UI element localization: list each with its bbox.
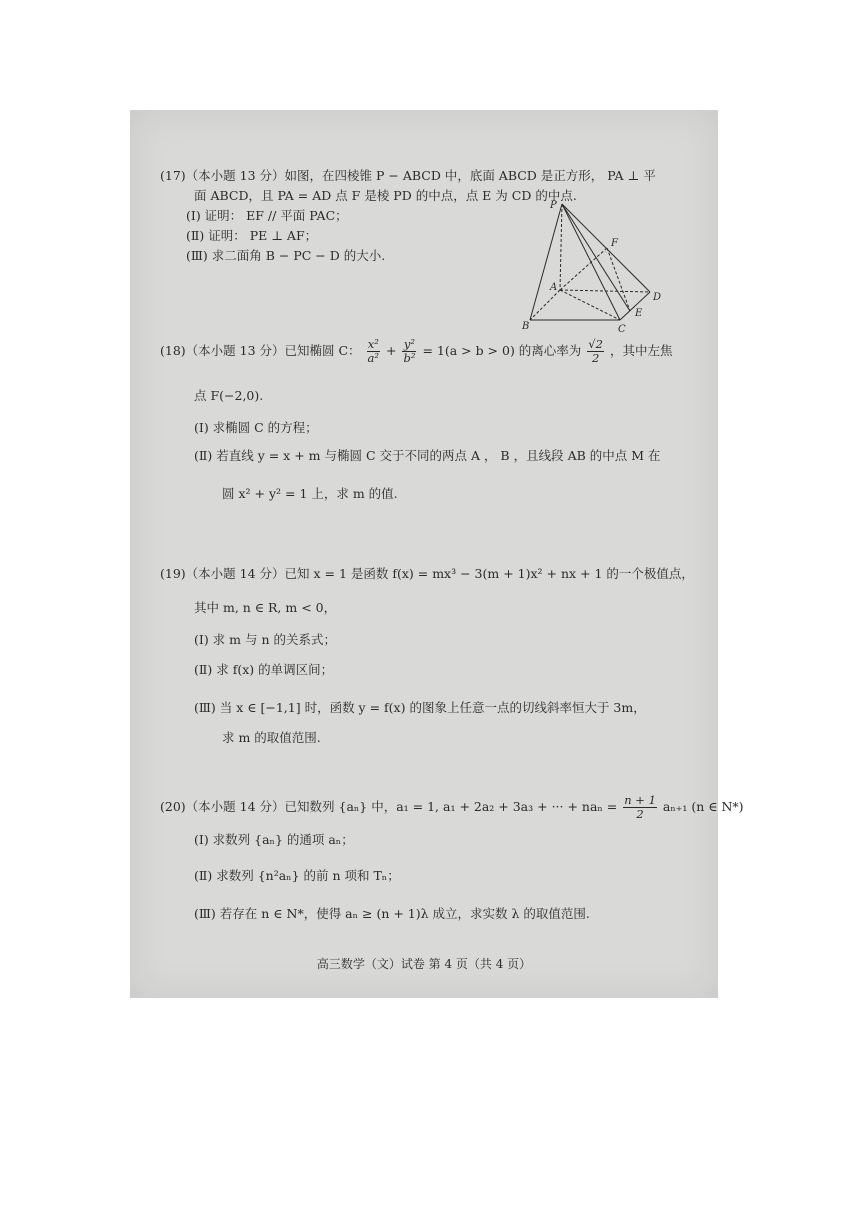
q20-frac: $\frac{n + 1}{2}$ bbox=[624, 793, 656, 821]
page-footer: 高三数学（文）试卷 第 4 页（共 4 页） bbox=[316, 957, 532, 971]
q17-part2: (Ⅱ) 证明： PE ⊥ AF； bbox=[186, 228, 318, 243]
label-b: B bbox=[522, 321, 530, 332]
q18-eq: = 1(a > b > 0) 的离心率为 bbox=[422, 343, 582, 358]
q18-part1: (Ⅰ) 求椭圆 C 的方程； bbox=[194, 420, 318, 435]
q18-part2b: 圆 x² + y² = 1 上，求 m 的值. bbox=[222, 486, 398, 501]
q18-line1 bbox=[160, 338, 672, 365]
scanned-exam-page bbox=[130, 110, 744, 998]
q18-part2a: (Ⅱ) 若直线 y = x + m 与椭圆 C 交于不同的两点 A ， B ，且线段 AB 的中点 M 在 bbox=[194, 448, 661, 463]
q18-frac-x: $\frac{\text{x²}}{\text{a²}}$ bbox=[367, 337, 380, 365]
q17-line1: (17)（本小题 13 分）如图，在四棱锥 P − ABCD 中，底面 ABCD 是正方形， PA ⊥ 平 bbox=[160, 168, 656, 183]
q19-part3b: 求 m 的取值范围. bbox=[222, 730, 321, 745]
q20-prefix: (20)（本小题 14 分）已知数列 {aₙ} 中，a₁ = 1, a₁ + 2a₂ + 3a₃ + ··· + naₙ = bbox=[160, 799, 618, 814]
q18-plus: + bbox=[386, 343, 397, 358]
q18-suffix: ，其中左焦 bbox=[609, 343, 673, 358]
label-e: E bbox=[635, 308, 643, 319]
q20-part1: (Ⅰ) 求数列 {aₙ} 的通项 aₙ； bbox=[194, 832, 354, 847]
q19-line1: (19)（本小题 14 分）已知 x = 1 是函数 f(x) = mx³ − 3(m + 1)x² + nx + 1 的一个极值点， bbox=[160, 566, 694, 581]
q18-line2: 点 F(−2,0). bbox=[194, 388, 264, 403]
q18-prefix: (18)（本小题 13 分）已知椭圆 C： bbox=[160, 343, 361, 358]
q17-part3: (Ⅲ) 求二面角 B − PC − D 的大小. bbox=[186, 248, 386, 263]
label-c: C bbox=[618, 324, 626, 335]
bleed-through-mark: ⋯ bbox=[600, 245, 612, 259]
pyramid-figure bbox=[510, 196, 670, 336]
q18-frac-e: $\frac{√2}{2}$ bbox=[588, 337, 603, 365]
q19-part2: (Ⅱ) 求 f(x) 的单调区间； bbox=[194, 662, 334, 677]
label-p: P bbox=[550, 200, 557, 211]
q20-part3: (Ⅲ) 若存在 n ∈ N*，使得 aₙ ≥ (n + 1)λ 成立，求实数 λ 的取值范围. bbox=[194, 906, 590, 921]
q18-frac-y: $\frac{\text{y²}}{\text{b²}}$ bbox=[403, 337, 416, 365]
q17-part1: (Ⅰ) 证明： EF // 平面 PAC； bbox=[186, 208, 348, 223]
label-d: D bbox=[653, 292, 662, 303]
q19-part1: (Ⅰ) 求 m 与 n 的关系式； bbox=[194, 632, 336, 647]
q19-part3a: (Ⅲ) 当 x ∈ [−1,1] 时，函数 y = f(x) 的图象上任意一点的切线斜率恒大于 3m， bbox=[194, 700, 646, 715]
label-a: A bbox=[550, 282, 558, 293]
label-f: F bbox=[611, 238, 618, 249]
q20-part2: (Ⅱ) 求数列 {n²aₙ} 的前 n 项和 Tₙ； bbox=[194, 868, 400, 883]
q17-line2: 面 ABCD，且 PA = AD 点 F 是棱 PD 的中点，点 E 为 CD 的中点. bbox=[194, 188, 577, 203]
q20-line1 bbox=[160, 794, 744, 821]
q19-line2: 其中 m, n ∈ R, m < 0， bbox=[194, 600, 337, 615]
q20-suffix: aₙ₊₁ (n ∈ N*) bbox=[662, 799, 744, 814]
